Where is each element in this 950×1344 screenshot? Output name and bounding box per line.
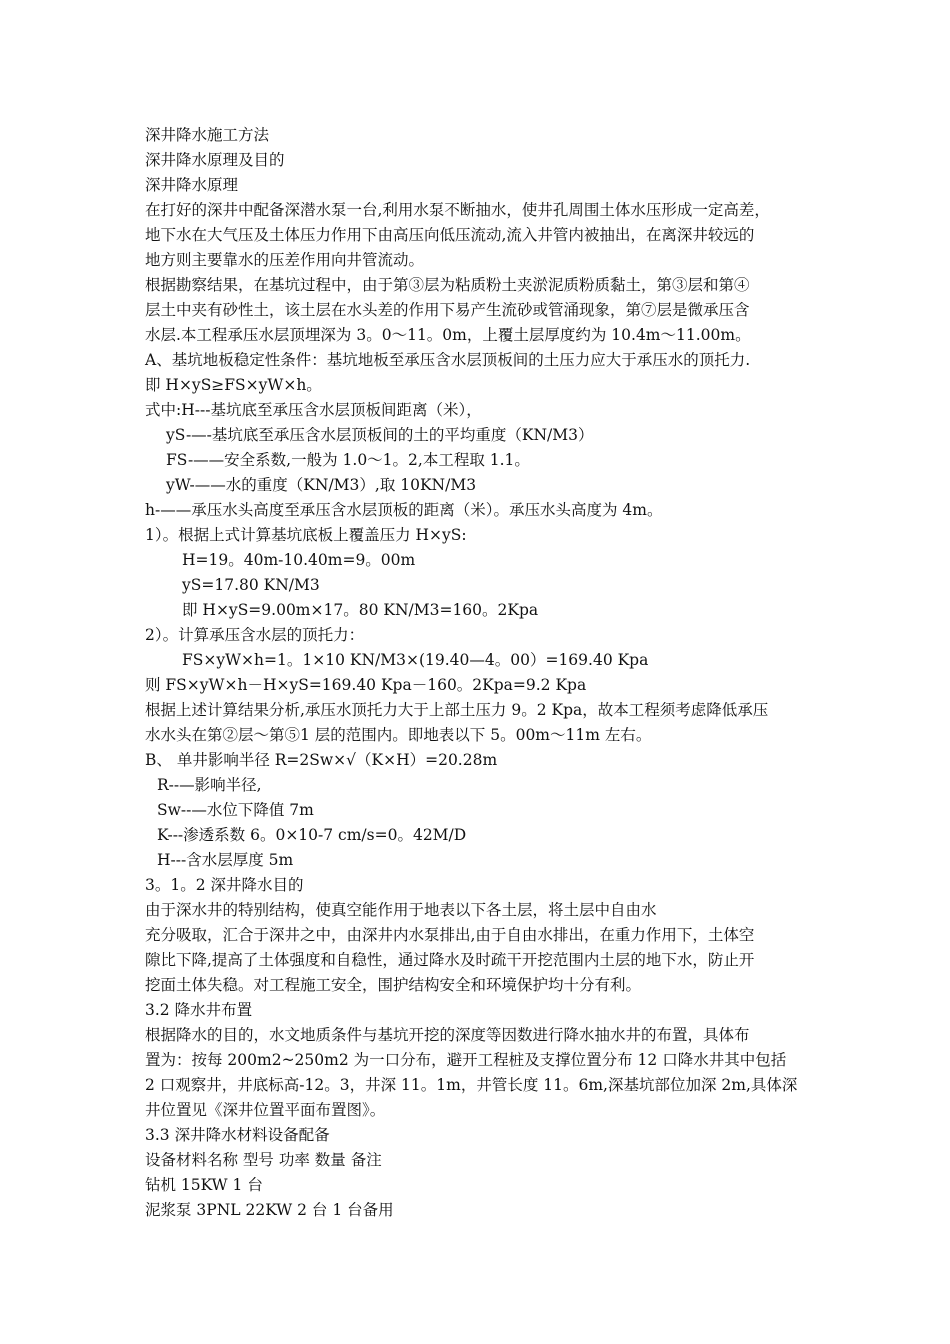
paragraph-line: 根据勘察结果，在基坑过程中，由于第③层为粘质粉土夹淤泥质粉质黏土，第③层和第④	[145, 276, 750, 294]
formula-line: 即 H×yS≥FS×yW×h。	[145, 376, 322, 394]
equipment-table-header: 设备材料名称 型号 功率 数量 备注	[145, 1151, 382, 1169]
paragraph-line: 地下水在大气压及土体压力作用下由高压向低压流动,流入井管内被抽出，在离深井较远的	[145, 226, 755, 244]
paragraph-line: 在打好的深井中配备深潜水泵一台,利用水泵不断抽水，使井孔周围土体水压形成一定高差，	[145, 201, 770, 219]
paragraph-line: 地方则主要靠水的压差作用向井管流动。	[145, 251, 425, 269]
definition-line: yW-——水的重度（KN/M3）,取 10KN/M3	[166, 476, 477, 494]
formula-line: 则 FS×yW×h－H×yS=169.40 Kpa－160。2Kpa=9.2 Kpa	[145, 676, 587, 694]
paragraph-line: 2 口观察井，井底标高-12。3，井深 11。1m，井管长度 11。6m,深基坑部位加深 2m,具体深	[145, 1076, 798, 1094]
paragraph-line: 式中:H---基坑底至承压含水层顶板间距离（米），	[145, 401, 482, 419]
paragraph-line: 由于深水井的特别结构，使真空能作用于地表以下各土层，将土层中自由水	[145, 901, 657, 919]
paragraph-line: 根据降水的目的，水文地质条件与基坑开挖的深度等因数进行降水抽水井的布置，具体布	[145, 1026, 750, 1044]
equipment-row: 钻机 15KW 1 台	[145, 1176, 263, 1194]
definition-line: K---渗透系数 6。0×10-7 cm/s=0。42M/D	[157, 826, 467, 844]
definition-line: h-——承压水头高度至承压含水层顶板的距离（米）。承压水头高度为 4m。	[145, 501, 663, 519]
definition-line: FS-——安全系数,一般为 1.0～1。2,本工程取 1.1。	[166, 451, 530, 469]
paragraph-line: 挖面土体失稳。对工程施工安全，围护结构安全和环境保护均十分有利。	[145, 976, 642, 994]
paragraph-line: 充分吸取，汇合于深井之中，由深井内水泵排出,由于自由水排出，在重力作用下，土体空	[145, 926, 755, 944]
section-heading: 深井降水原理及目的	[145, 151, 285, 169]
paragraph-line: B、 单井影响半径 R=2Sw×√（K×H）=20.28m	[145, 751, 498, 769]
subsection-heading: 3。1。2 深井降水目的	[145, 876, 304, 894]
paragraph-line: 置为：按每 200m2~250m2 为一口分布，避开工程桩及支撑位置分布 12 口降水井其中包括	[145, 1051, 787, 1069]
formula-line: 即 H×yS=9.00m×17。80 KN/M3=160。2Kpa	[182, 601, 539, 619]
equipment-row: 泥浆泵 3PNL 22KW 2 台 1 台备用	[145, 1201, 394, 1219]
subsection-heading: 3.3 深井降水材料设备配备	[145, 1126, 330, 1144]
definition-line: Sw--—水位下降值 7m	[157, 801, 314, 819]
paragraph-line: 水层.本工程承压水层顶埋深为 3。0～11。0m，上覆土层厚度约为 10.4m～11.00m。	[145, 326, 751, 344]
paragraph-line: 水水头在第②层～第⑤1 层的范围内。即地表以下 5。00m～11m 左右。	[145, 726, 652, 744]
definition-line: H---含水层厚度 5m	[157, 851, 294, 869]
paragraph-line: 2）。计算承压含水层的顶托力：	[145, 626, 365, 644]
paragraph-line: 井位置见《深井位置平面布置图》。	[145, 1101, 386, 1119]
definition-line: R--—影响半径,	[157, 776, 262, 794]
paragraph-line: 根据上述计算结果分析,承压水顶托力大于上部土压力 9。2 Kpa，故本工程须考虑降低承压	[145, 701, 769, 719]
subsection-heading: 深井降水原理	[145, 176, 239, 194]
formula-line: FS×yW×h=1。1×10 KN/M3×(19.40—4。00）=169.40 Kpa	[182, 651, 649, 669]
definition-line: yS-—-基坑底至承压含水层顶板间的土的平均重度（KN/M3）	[166, 426, 594, 444]
formula-line: H=19。40m-10.40m=9。00m	[182, 551, 416, 569]
subsection-heading: 3.2 降水井布置	[145, 1001, 253, 1019]
paragraph-line: 层土中夹有砂性土，该土层在水头差的作用下易产生流砂或管涌现象，第⑦层是微承压含	[145, 301, 750, 319]
formula-line: yS=17.80 KN/M3	[182, 576, 320, 594]
paragraph-line: 1）。根据上式计算基坑底板上覆盖压力 H×yS:	[145, 526, 467, 544]
doc-title: 深井降水施工方法	[145, 126, 270, 144]
paragraph-line: A、基坑地板稳定性条件：基坑地板至承压含水层顶板间的土压力应大于承压水的顶托力.	[145, 351, 751, 369]
paragraph-line: 隙比下降,提高了土体强度和自稳性，通过降水及时疏干开挖范围内土层的地下水，防止开	[145, 951, 755, 969]
